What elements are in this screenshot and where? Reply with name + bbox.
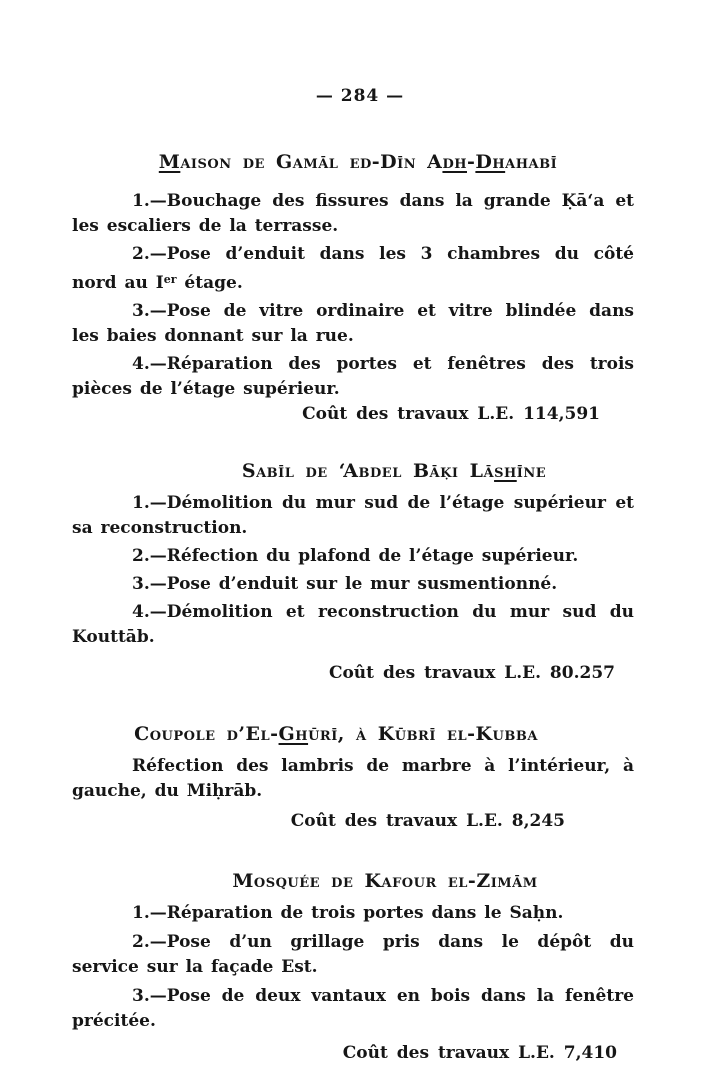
section: [72, 459, 634, 686]
text-segment: Coupole d’El-: [134, 723, 279, 745]
cost-line: Coût des travaux L.E. 114,591: [302, 404, 600, 424]
section-heading: [113, 459, 675, 483]
text-segment: 3.—Pose de deux vantaux en bois dans la fenêtre précitée.: [72, 986, 634, 1031]
text-segment: 2.—Pose d’enduit dans les 3 chambres du côté nord au I: [72, 244, 634, 293]
underlined-text: sh: [494, 460, 517, 482]
section: [72, 869, 634, 1066]
section: [72, 150, 634, 427]
underlined-text: Dh: [475, 151, 506, 173]
text-segment: 3.—Pose d’enduit sur le mur susmentionné.: [132, 574, 558, 594]
page-number: — 284 —: [315, 86, 405, 106]
text-segment: 4.—Démolition et reconstruction du mur sud du Kouttāb.: [72, 602, 634, 647]
text-segment: 2.—Réfection du plafond de l’étage supérieur.: [132, 546, 579, 566]
cost-line: Coût des travaux L.E. 80.257: [328, 663, 615, 683]
text-segment: Sabīl de ‘Abdel Bāḳi Lā: [241, 460, 495, 482]
section: [72, 722, 634, 834]
paragraph-text: [72, 901, 634, 926]
paragraph-text: [72, 299, 634, 349]
section-heading: [77, 150, 639, 174]
text-segment: Mosquée de Kafour el-Zimām: [232, 870, 538, 892]
cost-line: Coût des travaux L.E. 7,410: [342, 1043, 617, 1063]
text-segment: 1.—Démolition du mur sud de l’étage supérieur et sa reconstruction.: [72, 493, 634, 538]
text-segment: 4.—Réparation des portes et fenêtres des trois pièces de l’étage supérieur.: [72, 354, 634, 399]
section-heading: [55, 722, 617, 746]
text-segment: Réfection des lambris de marbre à l’intérieur, à gauche, du Miḥrāb.: [72, 756, 634, 801]
paragraph-text: [72, 600, 634, 650]
section-heading: [104, 869, 666, 893]
paragraph-text: [72, 189, 634, 239]
text-segment: īne: [516, 460, 547, 482]
text-segment: 3.—Pose de vitre ordinaire et vitre blindée dans les baies donnant sur la rue.: [72, 301, 634, 346]
text-segment: 1.—Bouchage des fissures dans la grande Ḳā‘a et les escaliers de la terrasse.: [72, 191, 634, 236]
paragraph-text: [72, 754, 634, 804]
paragraph-text: [72, 930, 634, 980]
underlined-text: M: [158, 151, 181, 173]
text-segment: ahabī: [505, 151, 558, 173]
paragraph-text: [72, 352, 634, 402]
text-segment: 1.—Réparation de trois portes dans le Saḥn.: [132, 903, 564, 923]
sections: [72, 150, 634, 1066]
paragraph-text: [72, 491, 634, 541]
paragraph-text: [72, 242, 634, 296]
underlined-text: dh: [442, 151, 467, 173]
paragraph-text: [72, 544, 634, 569]
text-segment: ūrī, à Kūbrī el-Kubba: [308, 723, 538, 745]
underlined-text: Gh: [278, 723, 309, 745]
text-segment: étage.: [176, 273, 243, 293]
text-segment: aison de Gamāl ed-Dīn A: [180, 151, 443, 173]
superscript-text: er: [163, 273, 177, 286]
paragraph-text: [72, 984, 634, 1034]
page-body: [0, 150, 720, 1066]
paragraph-text: [72, 572, 634, 597]
text-segment: -: [467, 151, 476, 173]
text-segment: 2.—Pose d’un grillage pris dans le dépôt du service sur la façade Est.: [72, 932, 634, 977]
cost-line: Coût des travaux L.E. 8,245: [290, 811, 565, 831]
